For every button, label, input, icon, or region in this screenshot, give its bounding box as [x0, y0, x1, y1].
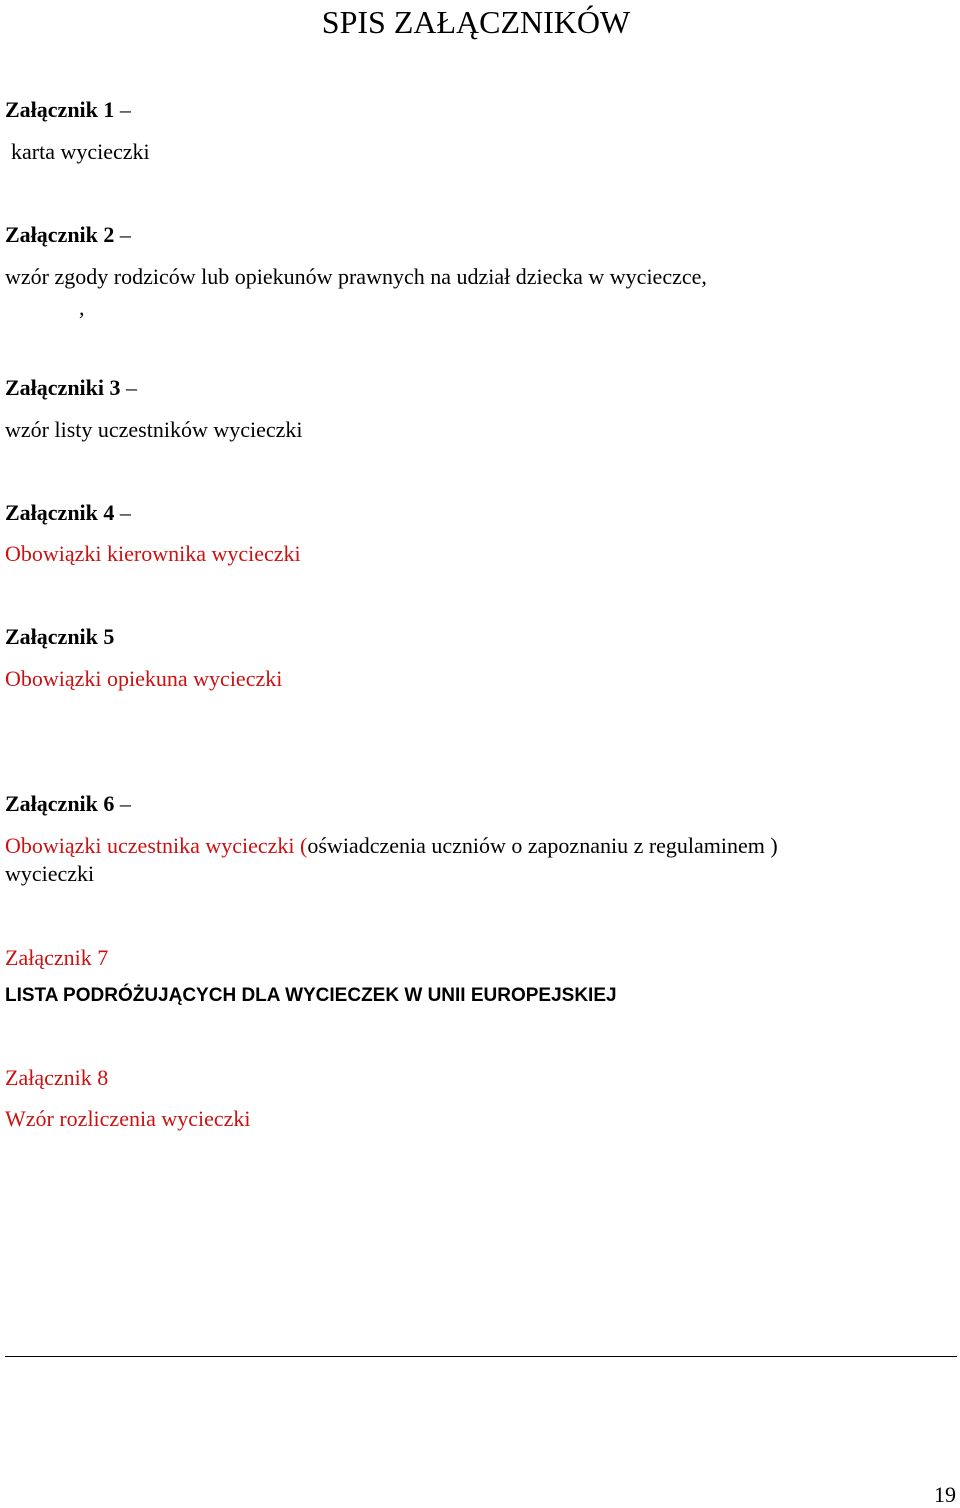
attachment-2-dash: –: [119, 222, 131, 247]
attachment-6-label: Załącznik 6: [5, 791, 115, 816]
attachment-8-heading: [5, 1064, 108, 1092]
attachment-1-dash: –: [119, 97, 131, 122]
attachment-8-label: Załącznik 8: [5, 1065, 109, 1090]
attachment-2-comma: ,: [79, 295, 85, 320]
attachment-1-label: Załącznik 1: [5, 97, 115, 122]
attachment-2-label: Załącznik 2: [5, 222, 115, 247]
attachment-4-heading: [5, 499, 131, 527]
attachment-8-description: Wzór rozliczenia wycieczki: [5, 1106, 251, 1131]
attachment-3-description: wzór listy uczestników wycieczki: [5, 417, 303, 442]
attachment-2-description: wzór zgody rodziców lub opiekunów prawnych na udział dziecka w wycieczce,: [5, 264, 707, 289]
attachment-4-description: Obowiązki kierownika wycieczki: [5, 541, 301, 566]
attachment-5-label: Załącznik 5: [5, 624, 115, 649]
attachment-4-dash: –: [119, 500, 131, 525]
attachment-6-description-black: oświadczenia uczniów o zapoznaniu z regulaminem ): [307, 833, 778, 858]
attachment-6-description-red: Obowiązki uczestnika wycieczki (: [5, 833, 308, 858]
attachment-7-description: LISTA PODRÓŻUJĄCYCH DLA WYCIECZEK W UNII EUROPEJSKIEJ: [5, 985, 617, 1006]
attachment-5-description: Obowiązki opiekuna wycieczki: [5, 666, 283, 691]
attachment-5-heading: [5, 623, 114, 651]
attachment-4-label: Załącznik 4: [5, 500, 115, 525]
attachment-7-label: Załącznik 7: [5, 945, 109, 970]
attachment-6-dash: –: [119, 791, 131, 816]
attachment-7-heading: [5, 944, 108, 972]
attachment-1-description: karta wycieczki: [11, 139, 150, 164]
attachment-2-heading: [5, 221, 131, 249]
footer-rule: [5, 1356, 957, 1357]
attachment-6-description-continued: wycieczki: [5, 861, 95, 886]
attachment-3-label: Załączniki 3: [5, 375, 121, 400]
page-number: 19: [934, 1482, 956, 1507]
attachment-3-heading: [5, 374, 137, 402]
attachment-6-description: [5, 832, 778, 860]
attachment-6-heading: [5, 790, 131, 818]
page-title: SPIS ZAŁĄCZNIKÓW: [321, 4, 631, 40]
attachment-3-dash: –: [126, 375, 138, 400]
attachment-1-heading: [5, 96, 131, 124]
